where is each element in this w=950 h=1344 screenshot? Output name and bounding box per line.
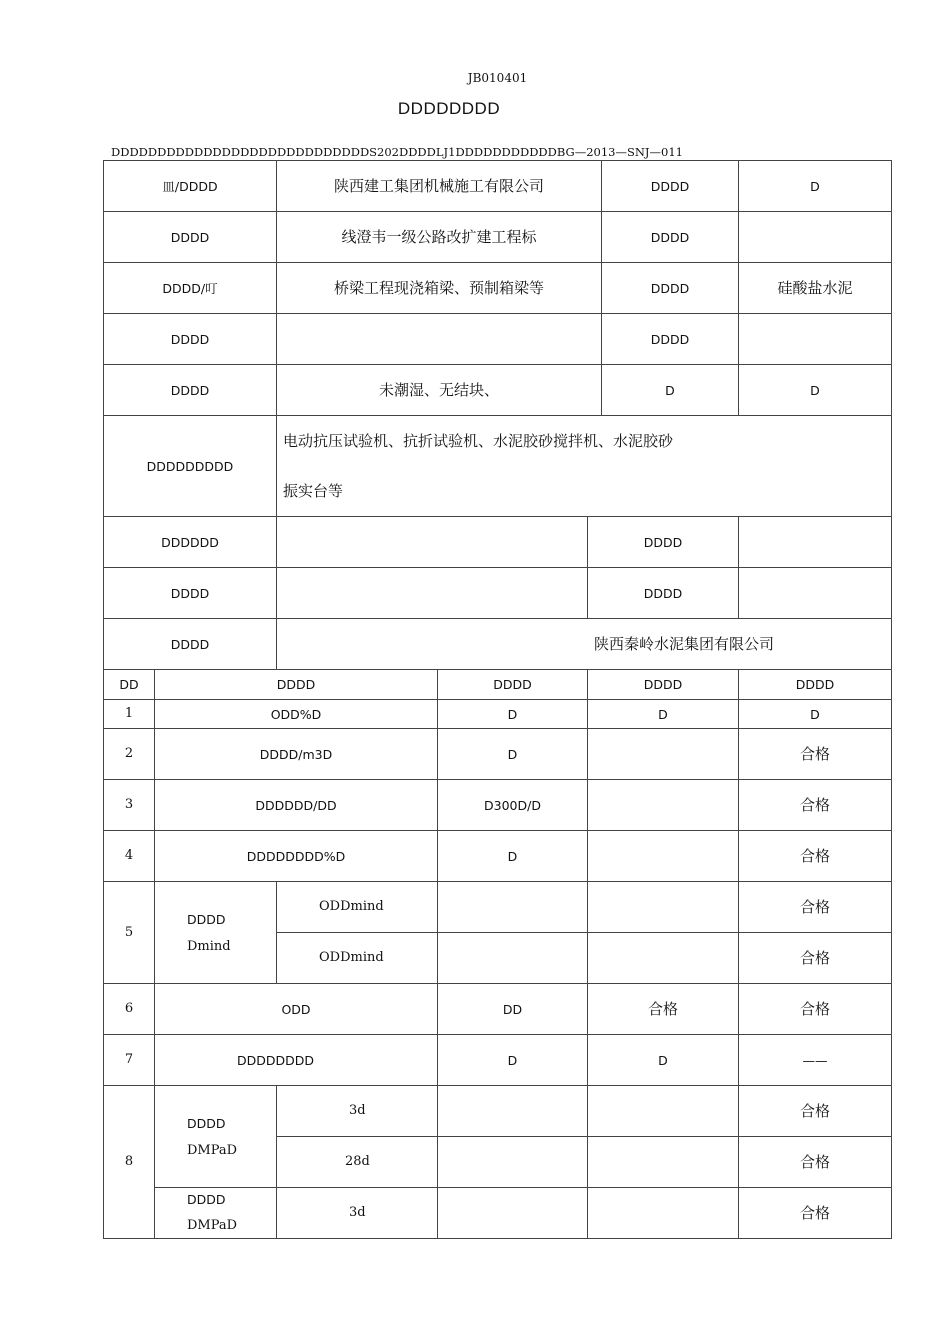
label-r7: DDDDDD [103, 516, 277, 568]
row5b-c3 [437, 932, 588, 984]
row7-c5: —— [738, 1034, 892, 1086]
value-r8 [276, 567, 588, 619]
row1-c3: D [437, 699, 588, 729]
label2-r4: DDDD [601, 313, 739, 365]
row5a-c5: 合格 [738, 881, 892, 933]
row6-item: ODD [154, 983, 438, 1035]
row8-no: 8 [103, 1085, 155, 1239]
value-r5: 未潮湿、无结块、 [276, 364, 602, 416]
row7-c3: D [437, 1034, 588, 1086]
label2-r1: DDDD [601, 160, 739, 212]
value-r7 [276, 516, 588, 568]
label2-r2: DDDD [601, 211, 739, 263]
row8-item-line1: DDDD [187, 1115, 226, 1131]
row8c-c4 [587, 1187, 739, 1239]
doc-subtitle: DDDDDDDDDDDDDDDDDDDDDDDDDDDDS202DDDDLJ1DDDDDDDDDDDBG—2013—SNJ—011 [111, 145, 683, 159]
label-r5: DDDD [103, 364, 277, 416]
row4-c5: 合格 [738, 830, 892, 882]
doc-code: JB010401 [467, 71, 528, 85]
row3-c4 [587, 779, 739, 831]
row8-item2-line2: DMPaD [187, 1218, 238, 1233]
row7-no: 7 [103, 1034, 155, 1086]
label-r9: DDDD [103, 618, 277, 670]
row1-item: ODD%D [154, 699, 438, 729]
row4-item: DDDDDDDD%D [154, 830, 438, 882]
row1-c4: D [587, 699, 739, 729]
row4-no: 4 [103, 830, 155, 882]
row5-item [154, 881, 277, 984]
row2-c5: 合格 [738, 728, 892, 780]
row8-item2 [154, 1187, 277, 1239]
row5-sub1: ODDmind [276, 881, 438, 933]
label2-r3: DDDD [601, 262, 739, 314]
header-col4: DDDD [587, 669, 739, 700]
value-r9: 陕西秦岭水泥集团有限公司 [276, 618, 892, 670]
row3-no: 3 [103, 779, 155, 831]
value2-r7 [738, 516, 892, 568]
row8b-c3 [437, 1136, 588, 1188]
row2-c3: D [437, 728, 588, 780]
row6-c3: DD [437, 983, 588, 1035]
row4-c4 [587, 830, 739, 882]
label-r2: DDDD [103, 211, 277, 263]
label-r3: DDDD/叮 [103, 262, 277, 314]
row5-item-line2: Dmind [187, 938, 231, 954]
value-r1: 陕西建工集团机械施工有限公司 [276, 160, 602, 212]
header-item: DDDD [154, 669, 438, 700]
row4-c3: D [437, 830, 588, 882]
row8-sub3: 3d [276, 1187, 438, 1239]
value-r4 [276, 313, 602, 365]
row8c-c3 [437, 1187, 588, 1239]
row8a-c5: 合格 [738, 1085, 892, 1137]
row6-c4: 合格 [587, 983, 739, 1035]
row5-sub2: ODDmind [276, 932, 438, 984]
header-col5: DDDD [738, 669, 892, 700]
row1-c5: D [738, 699, 892, 729]
row5-no: 5 [103, 881, 155, 984]
row8-item [154, 1085, 277, 1188]
row2-no: 2 [103, 728, 155, 780]
label-r1: 皿/DDDD [103, 160, 277, 212]
doc-title: DDDDDDDD [397, 99, 501, 118]
label2-r7: DDDD [587, 516, 739, 568]
header-col3: DDDD [437, 669, 588, 700]
row2-item: DDDD/m3D [154, 728, 438, 780]
value2-r3: 硅酸盐水泥 [738, 262, 892, 314]
value-r3: 桥梁工程现浇箱梁、预制箱梁等 [276, 262, 602, 314]
label-r4: DDDD [103, 313, 277, 365]
row8c-c5: 合格 [738, 1187, 892, 1239]
row6-no: 6 [103, 983, 155, 1035]
row1-no: 1 [103, 699, 155, 729]
label2-r8: DDDD [587, 567, 739, 619]
row5-item-line1: DDDD [187, 911, 226, 927]
row8b-c5: 合格 [738, 1136, 892, 1188]
row3-c5: 合格 [738, 779, 892, 831]
value2-r4 [738, 313, 892, 365]
row5a-c3 [437, 881, 588, 933]
row7-item: DDDDDDDD [154, 1034, 438, 1086]
row5b-c5: 合格 [738, 932, 892, 984]
label-r8: DDDD [103, 567, 277, 619]
row7-c4: D [587, 1034, 739, 1086]
header-no: DD [103, 669, 155, 700]
value2-r5: D [738, 364, 892, 416]
value-r2: 线澄韦一级公路改扩建工程标 [276, 211, 602, 263]
label2-r5: D [601, 364, 739, 416]
label-r6: DDDDDDDDD [103, 415, 277, 517]
row5a-c4 [587, 881, 739, 933]
row8-sub1: 3d [276, 1085, 438, 1137]
row8b-c4 [587, 1136, 739, 1188]
value2-r8 [738, 567, 892, 619]
row3-item: DDDDDD/DD [154, 779, 438, 831]
row6-c5: 合格 [738, 983, 892, 1035]
value-r6: 电动抗压试验机、抗折试验机、水泥胶砂搅拌机、水泥胶砂振实台等 [276, 415, 892, 517]
row8-item-line2: DMPaD [187, 1142, 238, 1158]
row3-c3: D300D/D [437, 779, 588, 831]
row8a-c3 [437, 1085, 588, 1137]
row8-sub2: 28d [276, 1136, 438, 1188]
value2-r1: D [738, 160, 892, 212]
row2-c4 [587, 728, 739, 780]
row5b-c4 [587, 932, 739, 984]
row8-item2-line1: DDDD [187, 1192, 226, 1207]
row8a-c4 [587, 1085, 739, 1137]
value2-r2 [738, 211, 892, 263]
